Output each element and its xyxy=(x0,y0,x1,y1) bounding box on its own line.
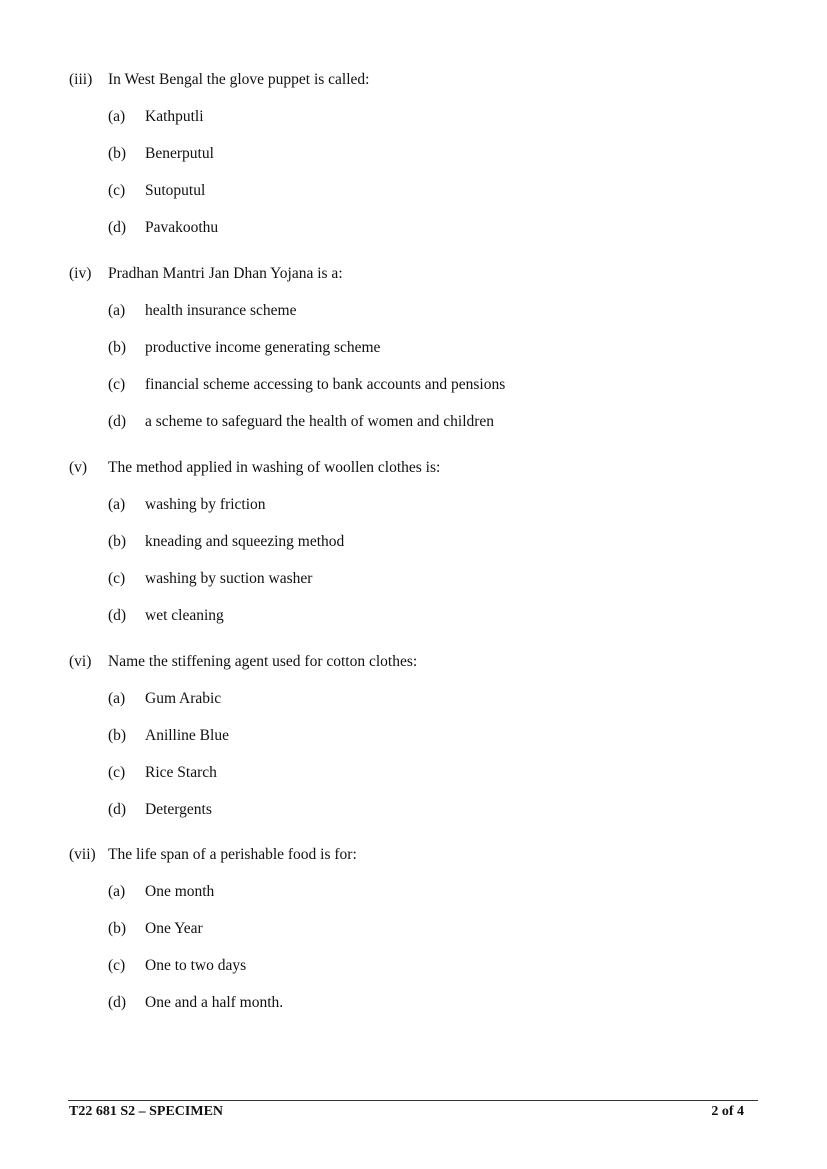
option-text: Gum Arabic xyxy=(145,690,222,707)
option-letter: (b) xyxy=(108,339,127,356)
option-c xyxy=(69,956,769,976)
option-a xyxy=(69,301,769,321)
question-iv xyxy=(69,264,769,432)
option-letter: (d) xyxy=(108,994,127,1011)
option-text: washing by suction washer xyxy=(145,570,313,587)
option-a xyxy=(69,495,769,515)
option-letter: (b) xyxy=(108,145,127,162)
option-text: Pavakoothu xyxy=(145,219,219,236)
question-stem xyxy=(69,845,769,865)
question-stem xyxy=(69,652,769,672)
option-a xyxy=(69,107,769,127)
option-text: a scheme to safeguard the health of women and children xyxy=(145,413,495,430)
option-letter: (a) xyxy=(108,690,126,707)
footer-paper-code: T22 681 S2 – SPECIMEN xyxy=(69,1104,224,1119)
question-text: The method applied in washing of woollen clothes is: xyxy=(108,459,441,476)
option-text: One to two days xyxy=(145,957,247,974)
option-c xyxy=(69,181,769,201)
option-text: One Year xyxy=(145,920,203,937)
option-letter: (d) xyxy=(108,607,127,624)
option-letter: (c) xyxy=(108,376,126,393)
question-text: The life span of a perishable food is for: xyxy=(108,846,357,863)
option-text: health insurance scheme xyxy=(145,302,297,319)
option-letter: (c) xyxy=(108,764,126,781)
option-letter: (a) xyxy=(108,108,126,125)
question-iii xyxy=(69,70,769,238)
option-b xyxy=(69,532,769,552)
option-text: Kathputli xyxy=(145,108,204,125)
option-letter: (c) xyxy=(108,570,126,587)
question-text: Pradhan Mantri Jan Dhan Yojana is a: xyxy=(108,265,343,282)
question-number: (vii) xyxy=(69,846,96,863)
option-text: Benerputul xyxy=(145,145,214,162)
option-text: Detergents xyxy=(145,801,212,818)
option-text: washing by friction xyxy=(145,496,266,513)
question-stem xyxy=(69,264,769,284)
question-number: (iv) xyxy=(69,265,92,282)
option-text: One and a half month. xyxy=(145,994,284,1011)
option-b xyxy=(69,919,769,939)
question-stem xyxy=(69,70,769,90)
option-a xyxy=(69,689,769,709)
option-c xyxy=(69,375,769,395)
option-letter: (a) xyxy=(108,883,126,900)
question-text: In West Bengal the glove puppet is called: xyxy=(108,71,370,88)
question-v xyxy=(69,458,769,626)
question-number: (iii) xyxy=(69,71,93,88)
option-c xyxy=(69,763,769,783)
option-letter: (b) xyxy=(108,533,127,550)
option-text: One month xyxy=(145,883,215,900)
option-b xyxy=(69,338,769,358)
option-letter: (b) xyxy=(108,727,127,744)
option-letter: (a) xyxy=(108,302,126,319)
option-text: Anilline Blue xyxy=(145,727,229,744)
question-vii xyxy=(69,845,769,1013)
option-d xyxy=(69,218,769,238)
question-vi xyxy=(69,652,769,820)
option-letter: (c) xyxy=(108,182,126,199)
option-letter: (d) xyxy=(108,219,127,236)
option-text: kneading and squeezing method xyxy=(145,533,345,550)
option-a xyxy=(69,882,769,902)
question-number: (v) xyxy=(69,459,88,476)
option-text: wet cleaning xyxy=(145,607,224,624)
option-d xyxy=(69,993,769,1013)
option-text: Rice Starch xyxy=(145,764,217,781)
question-number: (vi) xyxy=(69,653,92,670)
option-text: financial scheme accessing to bank accounts and pensions xyxy=(145,376,506,393)
option-letter: (d) xyxy=(108,413,127,430)
question-stem xyxy=(69,458,769,478)
option-b xyxy=(69,144,769,164)
option-text: productive income generating scheme xyxy=(145,339,381,356)
option-d xyxy=(69,800,769,820)
option-c xyxy=(69,569,769,589)
option-letter: (a) xyxy=(108,496,126,513)
option-d xyxy=(69,412,769,432)
question-text: Name the stiffening agent used for cotton clothes: xyxy=(108,653,418,670)
option-d xyxy=(69,606,769,626)
option-text: Sutoputul xyxy=(145,182,206,199)
option-letter: (d) xyxy=(108,801,127,818)
footer-divider xyxy=(68,1100,758,1101)
footer-page-number: 2 of 4 xyxy=(711,1104,744,1119)
option-letter: (c) xyxy=(108,957,126,974)
option-letter: (b) xyxy=(108,920,127,937)
option-b xyxy=(69,726,769,746)
